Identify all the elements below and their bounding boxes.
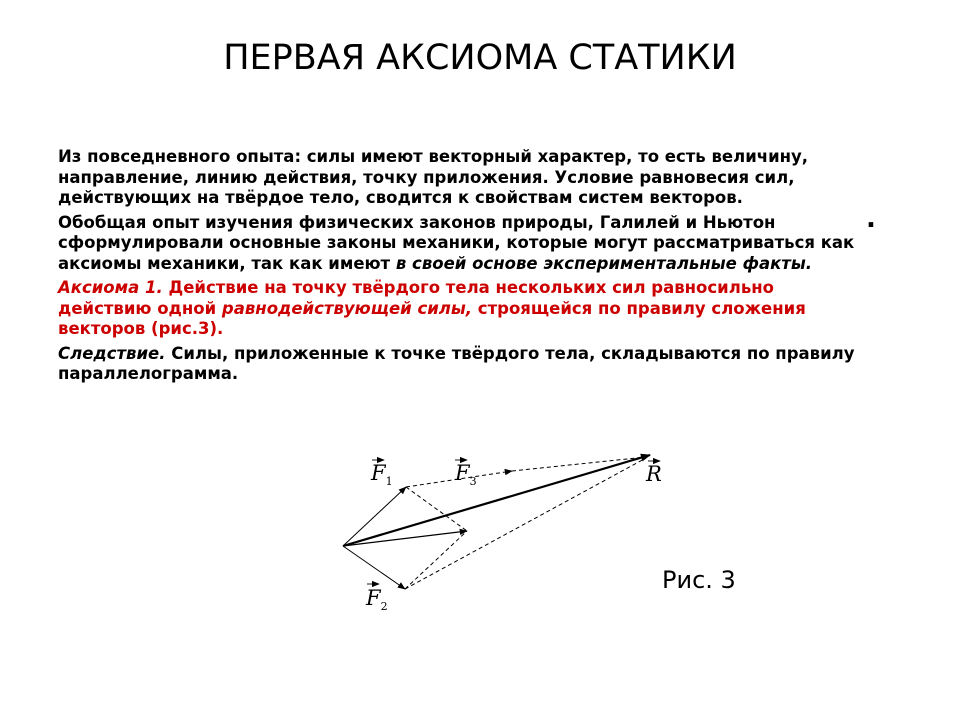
axiom-1-label: Аксиома 1. [58, 278, 163, 297]
label-r [646, 462, 662, 486]
label-f3 [455, 461, 477, 488]
vector-sum-f1-f2-line [343, 531, 467, 546]
label-f2 [366, 586, 388, 613]
corollary-text: Силы, приложенные к точке твёрдого тела, складываются по правилу параллелограмма. [58, 343, 855, 383]
vector-f2-line [343, 546, 405, 589]
figure-caption: Рис. 3 [662, 566, 736, 594]
dashed-f2-to-r [405, 458, 646, 589]
dashed-f3-to-r [512, 457, 646, 471]
paragraph-galileo-newton-text: Обобщая опыт изучения физических законов природы, Галилей и Ньютон сформулировали основные законы механики, которые могут рассматриваться как аксиомы механики, так как имеют [58, 212, 855, 273]
label-f3-subscript: 3 [469, 475, 477, 488]
label-f1 [371, 461, 393, 488]
label-f2-letter: F [366, 586, 381, 610]
label-f1-letter: F [371, 461, 386, 485]
dashed-f2-to-sum [405, 531, 467, 589]
axiom-1-emphasis: равнодействующей силы, [221, 298, 473, 318]
paragraph-galileo-newton-emphasis: в своей основе экспериментальные факты. [395, 253, 813, 273]
label-f1-subscript: 1 [385, 475, 393, 488]
axiom-1-text-b: строящейся по правилу сложения векторов (рис.3). [58, 298, 806, 338]
label-r-letter: R [646, 462, 662, 486]
slide-title: ПЕРВАЯ АКСИОМА СТАТИКИ [223, 38, 737, 78]
axiom-1-text-a: Действие на точку твёрдого тела нескольких сил равносильно действию одной [58, 278, 774, 318]
paragraph-vector-nature: Из повседневного опыта: силы имеют векторный характер, то есть величину, направление, линию действия, точку приложения. Условие равновесия сил, действующих на твёрдое тело, сводится к свойствам систем векторов. [58, 147, 809, 207]
corollary-label: Следствие. [58, 343, 166, 363]
label-f2-subscript: 2 [380, 600, 388, 613]
bullet-dot: . [866, 204, 876, 234]
label-f3-letter: F [455, 461, 470, 485]
